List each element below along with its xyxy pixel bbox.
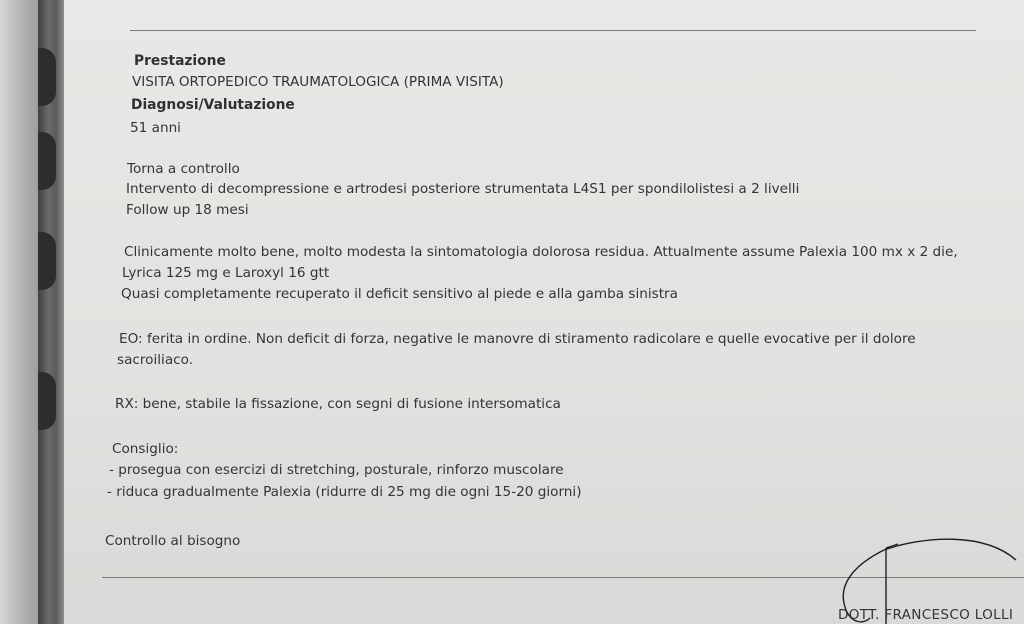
text-line: Controllo al bisogno xyxy=(105,533,241,549)
binder-strip xyxy=(38,0,64,624)
diagnosi-heading: Diagnosi/Valutazione xyxy=(131,97,295,113)
text-line: - riduca gradualmente Palexia (ridurre di 25 mg die ogni 15-20 giorni) xyxy=(107,484,582,500)
text-line: Lyrica 125 mg e Laroxyl 16 gtt xyxy=(122,265,330,281)
text-line: Intervento di decompressione e artrodesi posteriore strumentata L4S1 per spondilolistesi a 2 livelli xyxy=(126,181,800,197)
punch-hole xyxy=(38,232,56,290)
top-rule xyxy=(130,30,976,31)
text-line: Follow up 18 mesi xyxy=(126,202,249,218)
text-line: Consiglio: xyxy=(112,441,179,457)
text-line: Clinicamente molto bene, molto modesta la sintomatologia dolorosa residua. Attualmente assume Palexia 100 mx x 2 die, xyxy=(124,244,958,260)
punch-hole xyxy=(38,132,56,190)
text-line: RX: bene, stabile la fissazione, con segni di fusione intersomatica xyxy=(115,396,561,412)
document-sheet xyxy=(64,0,1024,624)
signature-name: DOTT. FRANCESCO LOLLI xyxy=(838,607,1014,623)
punch-hole xyxy=(38,48,56,106)
text-line: sacroiliaco. xyxy=(117,352,194,368)
punch-hole xyxy=(38,372,56,430)
text-line: EO: ferita in ordine. Non deficit di forza, negative le manovre di stiramento radicolare e quelle evocative per il dolore xyxy=(119,331,916,347)
text-line: - prosegua con esercizi di stretching, posturale, rinforzo muscolare xyxy=(109,462,564,478)
text-line: Torna a controllo xyxy=(127,161,240,177)
patient-age: 51 anni xyxy=(130,120,181,136)
text-line: Quasi completamente recuperato il deficit sensitivo al piede e alla gamba sinistra xyxy=(121,286,678,302)
binder-edge xyxy=(0,0,40,624)
prestazione-heading: Prestazione xyxy=(134,53,226,69)
prestazione-value: VISITA ORTOPEDICO TRAUMATOLOGICA (PRIMA VISITA) xyxy=(132,74,504,90)
